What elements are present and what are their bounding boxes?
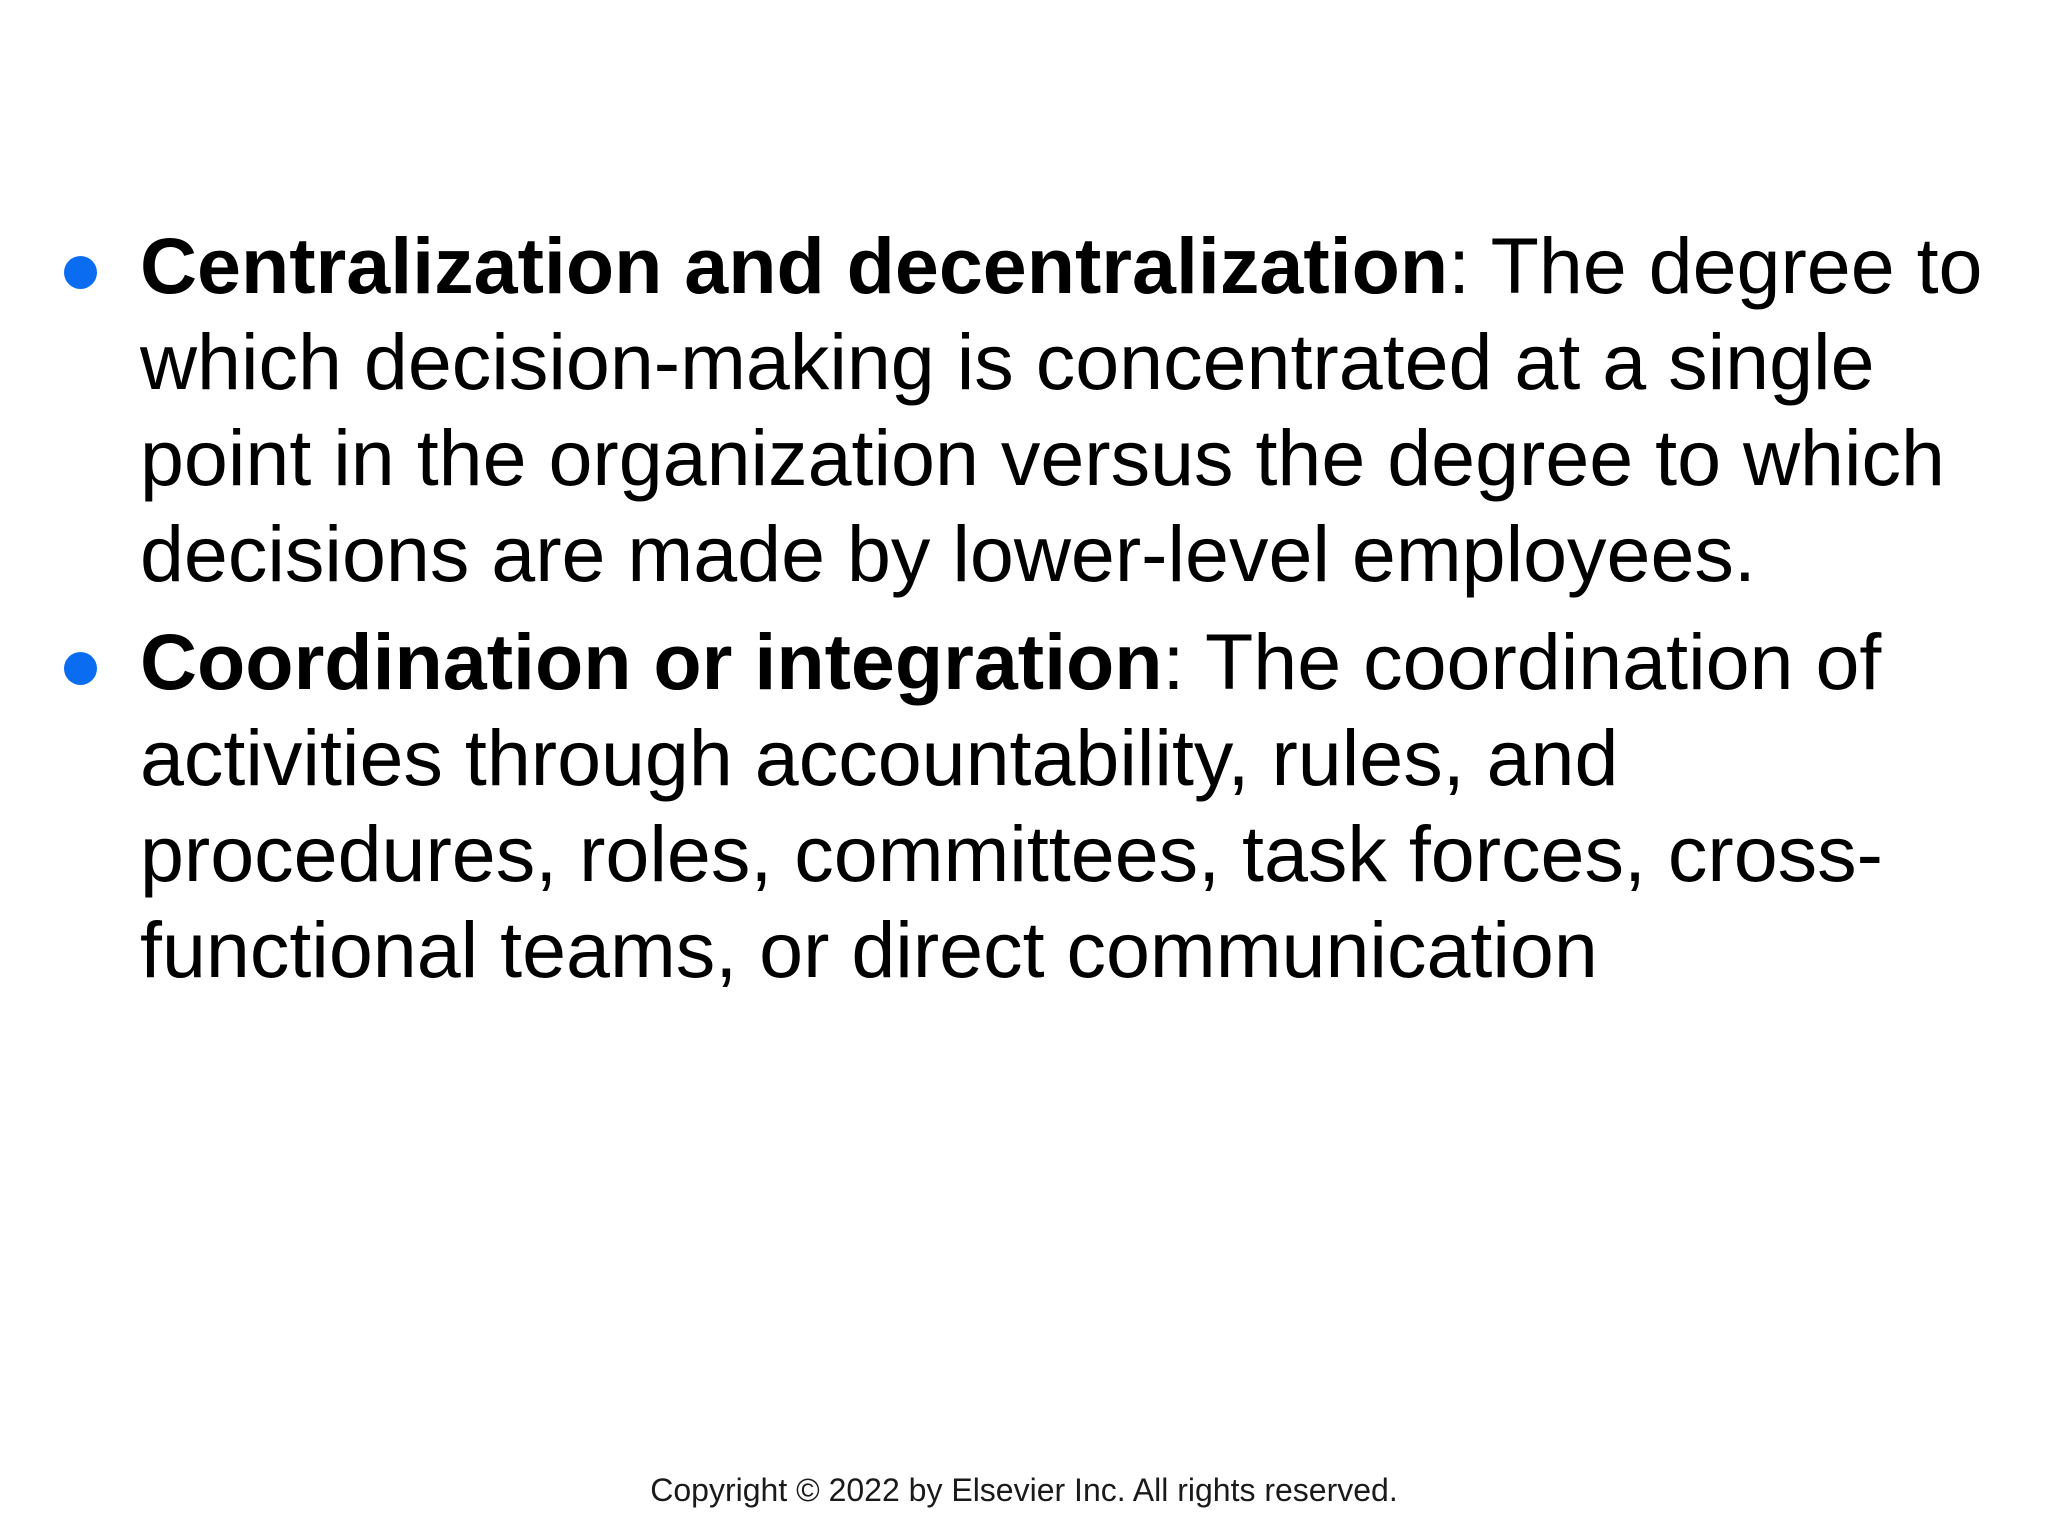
bullet-text [140, 218, 2020, 602]
bullet-item-coordination [60, 614, 2020, 998]
copyright-footer: Copyright © 2022 by Elsevier Inc. All rights reserved. [650, 1472, 1398, 1508]
bullet-dot-icon [64, 652, 97, 685]
bullet-list [60, 218, 2020, 1010]
bullet-term: Centralization and decentralization [140, 221, 1449, 310]
bullet-text [140, 614, 2020, 998]
term-separator: : [1162, 617, 1185, 706]
bullet-dot-icon [64, 256, 97, 289]
term-separator: : [1448, 221, 1471, 310]
bullet-definition: The degree to which decision-making is concentrated at a single point in the organization versus the degree to which decisions are made by lower-level employees. [140, 221, 1983, 598]
bullet-definition: The coordination of activities through accountability, rules, and procedures, roles, committees, task forces, cross-functional teams, or direct communication [140, 617, 1883, 994]
bullet-item-centralization [60, 218, 2020, 602]
bullet-term: Coordination or integration [140, 617, 1163, 706]
